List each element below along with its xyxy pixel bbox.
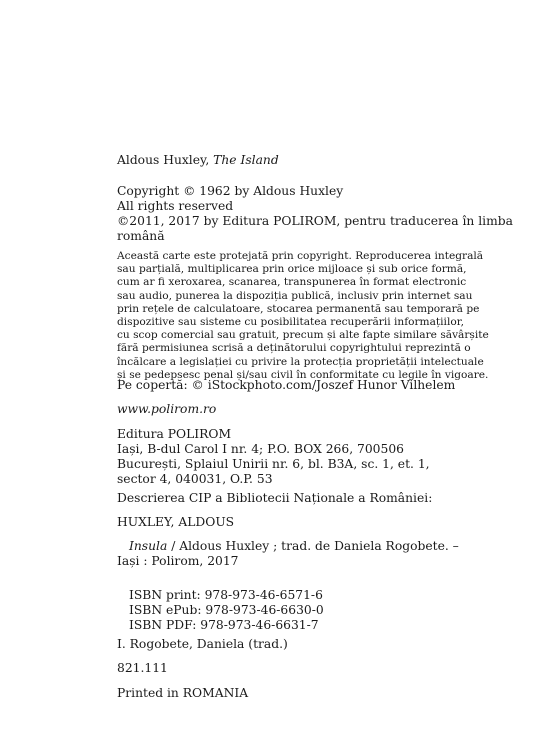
website-text[interactable]: www.polirom.ro bbox=[117, 402, 217, 416]
legal-notice-line: prin rețele de calculatoare, stocarea permanentă sau temporară pe bbox=[117, 302, 480, 315]
copyright-translation-cont: română bbox=[117, 229, 165, 243]
cip-heading-text: Descrierea CIP a Bibliotecii Naționale a României: bbox=[117, 491, 433, 505]
isbn-print: ISBN print: 978-973-46-6571-6 bbox=[129, 588, 323, 602]
cip-entry-line bbox=[117, 539, 459, 554]
publisher-block bbox=[117, 427, 437, 487]
isbn-block bbox=[117, 588, 437, 633]
cip-classification bbox=[117, 661, 437, 676]
author-name: Aldous Huxley, bbox=[117, 153, 214, 167]
cip-heading bbox=[117, 491, 437, 506]
copyright-block bbox=[117, 184, 513, 244]
cip-entry-line2: Iași : Polirom, 2017 bbox=[117, 554, 239, 568]
legal-notice-line: Această carte este protejată prin copyright. Reproducerea integrală bbox=[117, 250, 484, 262]
legal-notice-line: dispozitive sau sisteme cu posibilitatea recuperării informațiilor, bbox=[117, 316, 464, 329]
copyright-translation: ©2011, 2017 by Editura POLIROM, pentru traducerea în limba bbox=[117, 214, 513, 228]
isbn-epub: ISBN ePub: 978-973-46-6630-0 bbox=[129, 603, 324, 617]
cip-entry-rest: / Aldous Huxley ; trad. de Daniela Rogobete. – bbox=[167, 539, 459, 553]
rights-reserved: All rights reserved bbox=[117, 199, 234, 213]
isbn-pdf: ISBN PDF: 978-973-46-6631-7 bbox=[129, 618, 319, 632]
publisher-address-line: Iași, B-dul Carol I nr. 4; P.O. BOX 266, 700506 bbox=[117, 442, 404, 456]
publisher-address-line: sector 4, 040031, O.P. 53 bbox=[117, 472, 273, 486]
legal-notice-line: sau parțială, multiplicarea prin orice mijloace și sub orice formă, bbox=[117, 263, 467, 276]
publisher-name: Editura POLIROM bbox=[117, 427, 232, 441]
website-link[interactable] bbox=[117, 402, 437, 417]
cip-translator bbox=[117, 637, 437, 652]
publisher-address-line: București, Splaiul Unirii nr. 6, bl. B3A, sc. 1, et. 1, bbox=[117, 457, 430, 471]
legal-notice-line: sau audio, punerea la dispoziția publică, inclusiv prin internet sau bbox=[117, 289, 473, 302]
cip-entry-title: Insula bbox=[129, 539, 168, 553]
legal-notice-line: cum ar fi xeroxarea, scanarea, transpunerea în format electronic bbox=[117, 276, 467, 289]
legal-notice-line: încălcare a legislației cu privire la protecția proprietății intelectuale bbox=[117, 355, 484, 368]
cip-author bbox=[117, 515, 437, 530]
cip-translator-text: I. Rogobete, Daniela (trad.) bbox=[117, 637, 288, 651]
book-title: The Island bbox=[213, 153, 279, 167]
legal-notice-line: cu scop comercial sau gratuit, precum și alte fapte similare săvârșite bbox=[117, 329, 489, 342]
legal-notice-line: fără permisiunea scrisă a deținătorului copyrightului reprezintă o bbox=[117, 342, 471, 355]
legal-notice bbox=[117, 250, 489, 382]
printed-in-text: Printed in ROMANIA bbox=[117, 686, 249, 700]
legal-notice-line: și se pedepsesc penal și/sau civil în conformitate cu legile în vigoare. bbox=[117, 368, 489, 381]
cip-entry bbox=[117, 539, 459, 569]
author-title-line bbox=[117, 153, 437, 168]
printed-in bbox=[117, 686, 437, 701]
cip-classification-text: 821.111 bbox=[117, 661, 168, 675]
cover-credit bbox=[117, 378, 456, 393]
copyright-original: Copyright © 1962 by Aldous Huxley bbox=[117, 184, 344, 198]
cover-credit-text: Pe copertă: © iStockphoto.com/Joszef Hunor Vilhelem bbox=[117, 378, 456, 392]
cip-author-text: HUXLEY, ALDOUS bbox=[117, 515, 235, 529]
